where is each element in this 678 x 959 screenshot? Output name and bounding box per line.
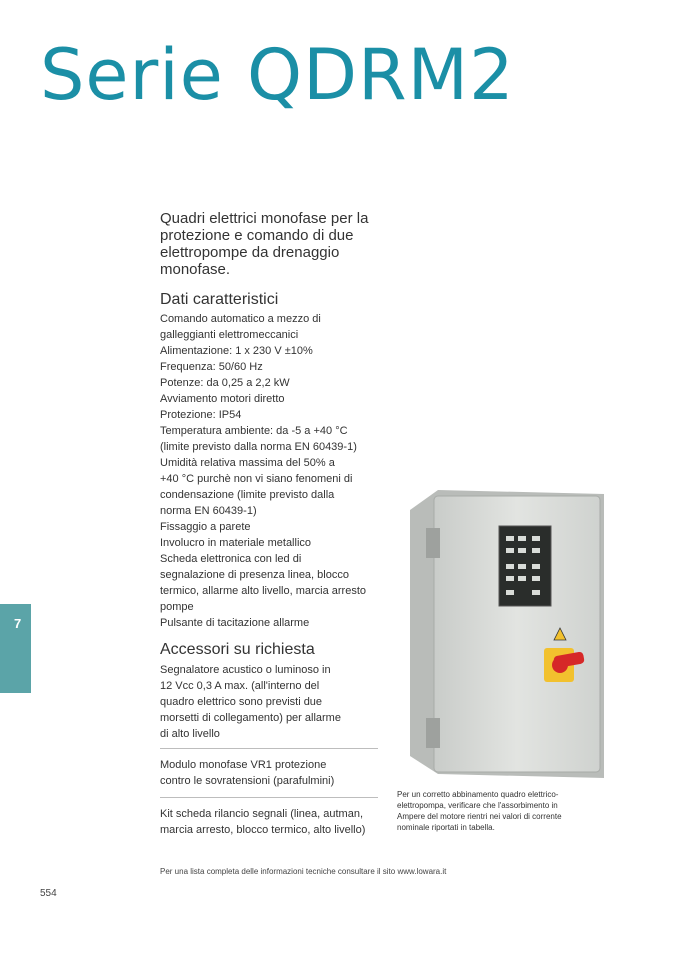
accessori-kit: Kit scheda rilancio segnali (linea, autman, marcia arresto, blocco termico, alto livello): [160, 808, 366, 836]
spec-item: Avviamento motori diretto: [160, 393, 285, 405]
spec-item: Potenze: da 0,25 a 2,2 kW: [160, 377, 290, 389]
spec-item: Pulsante di tacitazione allarme: [160, 617, 310, 629]
spec-item: Temperatura ambiente: da -5 a +40 °C (limite previsto dalla norma EN 60439-1): [160, 425, 357, 453]
divider: [160, 748, 378, 749]
accessori-text: Segnalatore acustico o luminoso in 12 Vcc 0,3 A max. (all'interno del quadro elettrico sono previsti due morsetti di collegamento) per allarme di alto livello: [160, 664, 341, 740]
image-caption: Per un corretto abbinamento quadro elettrico- elettropompa, verificare che l'assorbimento in Ampere del motore rientri nei valori di corrente nominale riportati in tabella.: [397, 790, 562, 832]
spec-item: Involucro in materiale metallico: [160, 537, 312, 549]
control-panel-photo: [398, 488, 608, 780]
spec-item: Frequenza: 50/60 Hz: [160, 361, 263, 373]
section-heading-accessori: Accessori su richiesta: [160, 641, 315, 658]
page-number: 554: [40, 888, 57, 899]
chapter-tab-label: 7: [14, 616, 22, 631]
spec-item: Protezione: IP54: [160, 409, 242, 421]
hinge-bottom: [426, 718, 440, 748]
page-title: Serie QDRM2: [40, 34, 515, 116]
footer-note: Per una lista completa delle informazioni tecniche consultare il sito www.lowara.it: [160, 867, 447, 876]
divider: [160, 797, 378, 798]
spec-item: Scheda elettronica con led di segnalazione di presenza linea, blocco termico, allarme alto livello, marcia arresto pompe: [160, 553, 367, 613]
specs-list: [160, 311, 385, 631]
spec-item: Comando automatico a mezzo di galleggianti elettromeccanici: [160, 313, 321, 341]
accessori-modulo: Modulo monofase VR1 protezione contro le sovratensioni (parafulmini): [160, 759, 335, 787]
chapter-tab[interactable]: [0, 604, 31, 693]
hinge-top: [426, 528, 440, 558]
spec-item: Fissaggio a parete: [160, 521, 251, 533]
rotary-switch-hub: [552, 657, 568, 673]
section-heading-dati: Dati caratteristici: [160, 291, 279, 308]
spec-item: Umidità relativa massima del 50% a +40 °C purchè non vi siano fenomeni di condensazione (limite previsto dalla norma EN 60439-1): [160, 457, 353, 517]
spec-item: Alimentazione: 1 x 230 V ±10%: [160, 345, 313, 357]
intro-text: Quadri elettrici monofase per la protezione e comando di due elettropompe da drenaggio monofase.: [160, 210, 369, 278]
